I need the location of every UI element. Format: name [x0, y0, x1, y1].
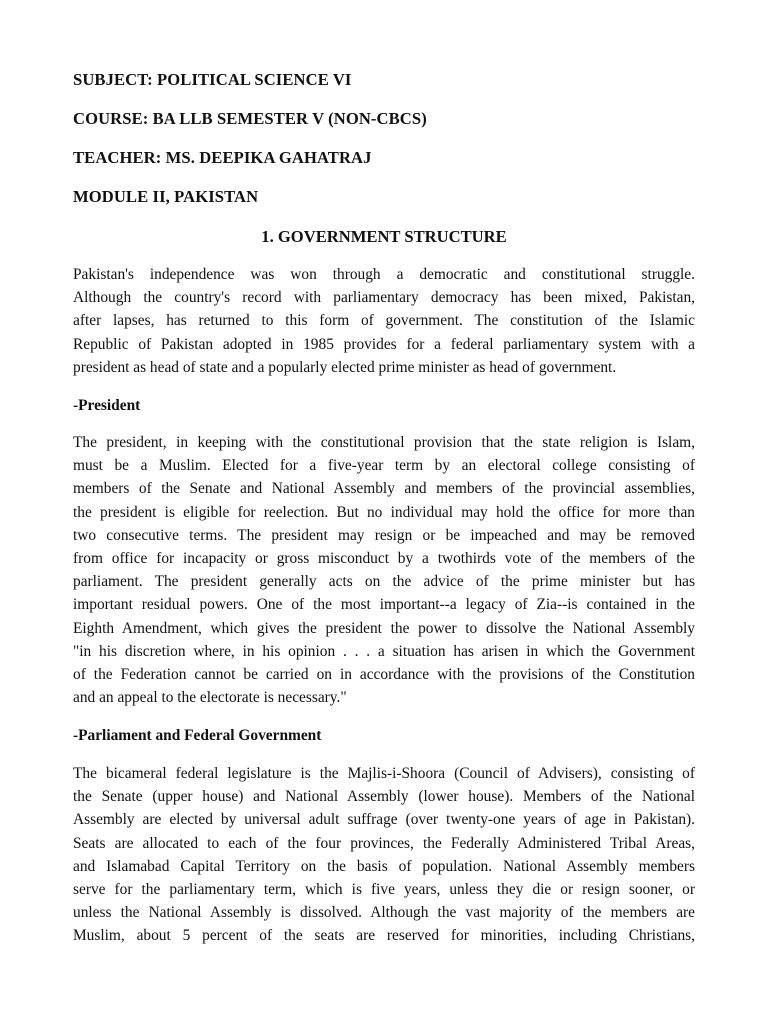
- paragraph-line: Seats are allocated to each of the four provinces, the Federally Administered Tribal Areas,: [73, 834, 695, 852]
- paragraph-line: after lapses, has returned to this form of government. The constitution of the Islamic: [73, 312, 695, 330]
- paragraph-line: serve for the parliamentary term, which is five years, unless they die or resign sooner, or: [73, 881, 695, 899]
- paragraph-line: the president is eligible for reelection. But no individual may hold the office for more than: [73, 503, 695, 521]
- president-paragraph: [73, 431, 695, 709]
- paragraph-line: Eighth Amendment, which gives the president the power to dissolve the National Assembly: [73, 619, 695, 637]
- paragraph-line: "in his discretion where, in his opinion . . . a situation has arisen in which the Government: [73, 642, 695, 660]
- parliament-paragraph: [73, 762, 695, 948]
- subject-line: SUBJECT: POLITICAL SCIENCE VI: [73, 70, 352, 89]
- paragraph-line: Assembly are elected by universal adult suffrage (over twenty-one years of age in Pakistan).: [73, 811, 695, 829]
- paragraph-line: and an appeal to the electorate is necessary.": [73, 689, 347, 707]
- paragraph-line: Pakistan's independence was won through a democratic and constitutional struggle.: [73, 266, 695, 283]
- president-heading: -President: [73, 397, 141, 414]
- section-title: 1. GOVERNMENT STRUCTURE: [261, 227, 507, 246]
- paragraph-line: The president, in keeping with the constitutional provision that the state religion is Islam,: [73, 434, 695, 451]
- paragraph-line: and Islamabad Capital Territory on the basis of population. National Assembly members: [73, 857, 695, 875]
- paragraph-line: two consecutive terms. The president may resign or be impeached and may be removed: [73, 526, 695, 544]
- paragraph-line: from office for incapacity or gross misconduct by a twothirds vote of the members of the: [73, 550, 695, 568]
- paragraph-line: important residual powers. One of the most important--a legacy of Zia--is contained in the: [73, 596, 695, 614]
- course-line: COURSE: BA LLB SEMESTER V (NON-CBCS): [73, 109, 427, 128]
- paragraph-line: parliament. The president generally acts on the advice of the prime minister but has: [73, 573, 695, 591]
- intro-paragraph: [73, 263, 695, 379]
- module-line: MODULE II, PAKISTAN: [73, 187, 259, 206]
- paragraph-line: Although the country's record with parliamentary democracy has been mixed, Pakistan,: [73, 289, 695, 307]
- parliament-heading: -Parliament and Federal Government: [73, 727, 322, 744]
- paragraph-line: The bicameral federal legislature is the Majlis-i-Shoora (Council of Advisers), consisting of: [73, 765, 695, 782]
- paragraph-line: the Senate (upper house) and National Assembly (lower house). Members of the National: [73, 788, 695, 806]
- paragraph-line: president as head of state and a popularly elected prime minister as head of government.: [73, 358, 617, 376]
- paragraph-line: of the Federation cannot be carried on in accordance with the provisions of the Constitution: [73, 666, 695, 684]
- paragraph-line: unless the National Assembly is dissolved. Although the vast majority of the members are: [73, 904, 695, 922]
- paragraph-line: Muslim, about 5 percent of the seats are reserved for minorities, including Christians,: [73, 927, 695, 945]
- paragraph-line: members of the Senate and National Assembly and members of the provincial assemblies,: [73, 480, 695, 498]
- teacher-line: TEACHER: MS. DEEPIKA GAHATRAJ: [73, 148, 372, 167]
- paragraph-line: must be a Muslim. Elected for a five-year term by an electoral college consisting of: [73, 457, 695, 475]
- paragraph-line: Republic of Pakistan adopted in 1985 provides for a federal parliamentary system with a: [73, 335, 695, 353]
